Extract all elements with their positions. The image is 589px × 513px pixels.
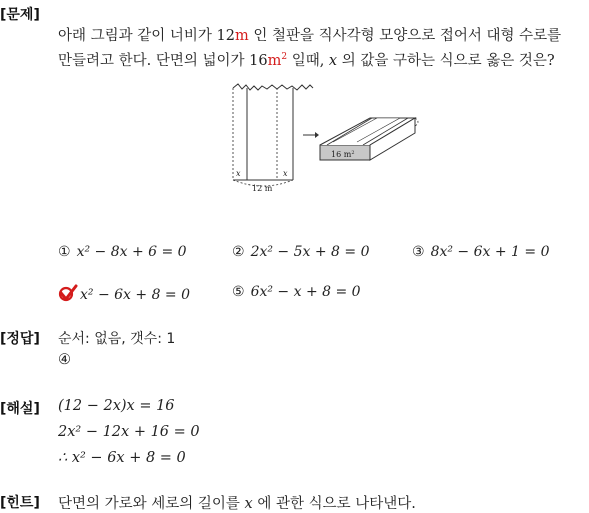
explanation-line-1: (12 − 2x)x = 16 bbox=[58, 398, 175, 414]
answer-label: [정답] bbox=[0, 331, 40, 347]
hint-var-x: x bbox=[244, 496, 253, 512]
hint-text-b: 에 관한 식으로 나타낸다. bbox=[257, 496, 416, 512]
problem-line2-a: 만들려고 한다. 단면의 넓이가 16 bbox=[58, 53, 268, 69]
hint-label: [힌트] bbox=[0, 495, 40, 511]
area-label: 16 $m^2$ bbox=[331, 150, 355, 159]
answer-line: 순서: 없음, 갯수: 1 bbox=[58, 331, 176, 347]
choice-5[interactable]: ⑤ 6x² − x + 8 = 0 bbox=[232, 284, 361, 300]
problem-line1-b: 인 철판을 직사각형 모양으로 접어서 대형 수로를 bbox=[253, 28, 562, 44]
var-x: x bbox=[328, 53, 338, 69]
right-x-label: x bbox=[283, 169, 288, 178]
problem-line2-b: 일때, bbox=[291, 53, 325, 69]
problem-line-1 bbox=[58, 24, 561, 45]
choice-1[interactable]: ① x² − 8x + 6 = 0 bbox=[58, 244, 187, 260]
width-label: 12 m bbox=[252, 184, 273, 193]
choice-4[interactable]: x² − 6x + 8 = 0 bbox=[58, 284, 190, 303]
choice-2[interactable]: ② 2x² − 5x + 8 = 0 bbox=[232, 244, 370, 260]
check-mark-icon bbox=[58, 284, 78, 302]
unit-m2: $m^2$ bbox=[267, 52, 288, 69]
sheet-and-channel-diagram bbox=[225, 80, 425, 195]
choice-3[interactable]: ③ 8x² − 6x + 1 = 0 bbox=[412, 244, 550, 260]
explanation-label: [해설] bbox=[0, 401, 40, 417]
explanation-line-2: 2x² − 12x + 16 = 0 bbox=[58, 424, 200, 440]
left-x-label: x bbox=[236, 169, 241, 178]
problem-line1-a: 아래 그림과 같이 너비가 12 bbox=[58, 28, 235, 44]
problem-label: [문제] bbox=[0, 7, 40, 23]
hint-text-a: 단면의 가로와 세로의 길이를 bbox=[58, 496, 240, 512]
arrow-icon bbox=[315, 132, 319, 138]
unit-m: m bbox=[234, 28, 249, 44]
problem-figure bbox=[225, 80, 425, 195]
explanation-line-3: ∴ x² − 6x + 8 = 0 bbox=[58, 450, 186, 466]
problem-line-2 bbox=[58, 49, 555, 70]
problem-line2-c: 의 값을 구하는 식으로 옳은 것은? bbox=[341, 53, 555, 69]
answer-value: ④ bbox=[58, 352, 71, 368]
